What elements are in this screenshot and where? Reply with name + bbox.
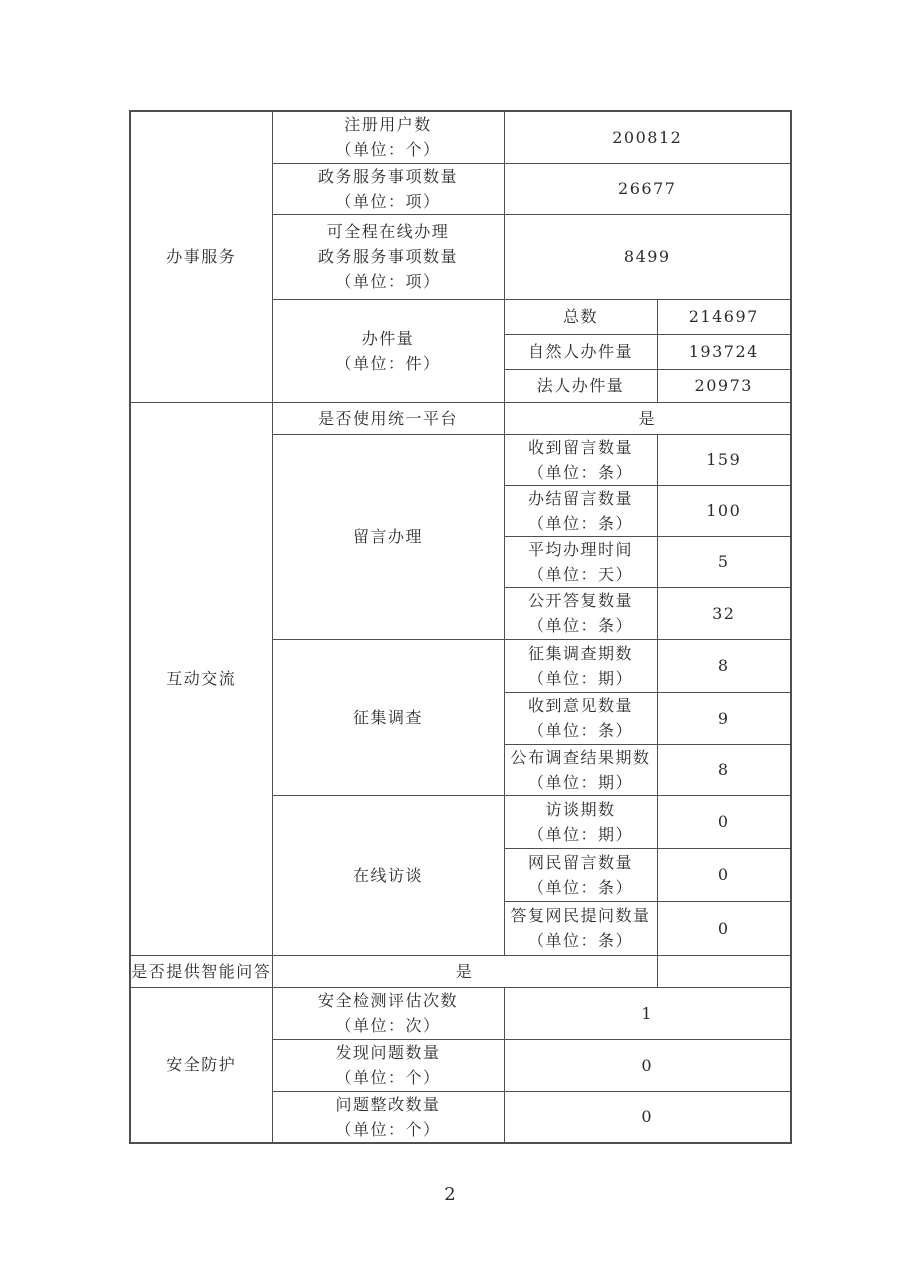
subgroup-unit: （单位：件） bbox=[335, 353, 441, 373]
metric-value-cell: 8499 bbox=[504, 214, 791, 299]
metric-value-cell: 0 bbox=[657, 848, 791, 901]
metric-value-cell: 5 bbox=[657, 536, 791, 587]
metric-label: 收到意见数量 bbox=[527, 696, 633, 715]
metric-value-cell: 0 bbox=[657, 795, 791, 848]
metric-label-cell bbox=[272, 163, 504, 214]
metric-unit: （单位：期） bbox=[527, 668, 633, 688]
metric-unit: （单位：条） bbox=[527, 721, 633, 740]
metric-label-cell bbox=[272, 987, 504, 1039]
metric-label: 访谈期数 bbox=[545, 799, 616, 819]
submetric-label-cell: 法人办件量 bbox=[504, 369, 657, 402]
group-cell-service: 办事服务 bbox=[130, 111, 272, 402]
metric-unit: （单位：条） bbox=[527, 462, 633, 482]
subgroup-label: 办件量 bbox=[361, 328, 415, 348]
metric-value-cell: 20973 bbox=[657, 369, 791, 402]
subgroup-cell-surveys: 征集调查 bbox=[272, 639, 504, 795]
submetric-label-cell bbox=[504, 587, 657, 639]
group-cell-security: 安全防护 bbox=[130, 987, 272, 1143]
metric-value-cell: 214697 bbox=[657, 299, 791, 334]
metric-value-cell: 8 bbox=[657, 639, 791, 692]
metric-unit: （单位：条） bbox=[527, 931, 633, 950]
submetric-label-cell bbox=[504, 795, 657, 848]
metric-label-cell bbox=[272, 214, 504, 299]
subgroup-cell-messages: 留言办理 bbox=[272, 434, 504, 639]
metric-label-cell: 是否提供智能问答 bbox=[130, 955, 272, 987]
subgroup-cell-cases bbox=[272, 299, 504, 402]
metric-value-cell: 8 bbox=[657, 744, 791, 795]
table-row bbox=[130, 955, 791, 987]
submetric-label-cell bbox=[504, 485, 657, 536]
metric-label: 问题整改数量 bbox=[335, 1094, 441, 1114]
metric-label: 平均办理时间 bbox=[527, 539, 633, 559]
metric-label: 公开答复数量 bbox=[527, 591, 633, 610]
metric-value-cell: 是 bbox=[504, 402, 791, 434]
metric-value-cell: 0 bbox=[504, 1091, 791, 1143]
group-cell-interaction: 互动交流 bbox=[130, 402, 272, 955]
metric-label: 发现问题数量 bbox=[335, 1043, 441, 1062]
metric-value-cell: 1 bbox=[504, 987, 791, 1039]
metric-value-cell: 是 bbox=[272, 955, 657, 987]
metric-label: 办结留言数量 bbox=[527, 488, 633, 508]
subgroup-cell-interviews: 在线访谈 bbox=[272, 795, 504, 955]
page-number: 2 bbox=[444, 1184, 456, 1205]
submetric-label-cell bbox=[504, 639, 657, 692]
metric-label: 安全检测评估次数 bbox=[317, 991, 458, 1010]
submetric-label-cell bbox=[504, 536, 657, 587]
metric-label-cell: 是否使用统一平台 bbox=[272, 402, 504, 434]
submetric-label-cell bbox=[504, 744, 657, 795]
metric-unit: （单位：条） bbox=[527, 616, 633, 635]
metric-unit: （单位：个） bbox=[335, 1068, 441, 1087]
metric-label: 收到留言数量 bbox=[527, 437, 633, 457]
metric-label: 注册用户数 bbox=[344, 115, 432, 135]
metric-unit: （单位：条） bbox=[527, 513, 633, 533]
metric-value-cell: 193724 bbox=[657, 334, 791, 369]
metric-unit: （单位：次） bbox=[335, 1016, 441, 1035]
table-row bbox=[130, 987, 791, 1039]
metric-label: 网民留言数量 bbox=[527, 852, 633, 872]
metric-unit: （单位：条） bbox=[527, 877, 633, 897]
annual-report-table bbox=[129, 110, 792, 1144]
metric-value-cell: 0 bbox=[657, 901, 791, 955]
table-row bbox=[130, 402, 791, 434]
metric-unit: （单位：天） bbox=[527, 564, 633, 584]
metric-unit: （单位：期） bbox=[527, 772, 633, 792]
metric-label: 公布调查结果期数 bbox=[510, 747, 651, 767]
metric-value-cell: 26677 bbox=[504, 163, 791, 214]
metric-value-cell: 9 bbox=[657, 692, 791, 744]
metric-label: 可全程在线办理 bbox=[326, 222, 450, 241]
submetric-label-cell bbox=[504, 848, 657, 901]
metric-value-cell: 159 bbox=[657, 434, 791, 485]
metric-unit: （单位：期） bbox=[527, 824, 633, 844]
metric-value-cell: 0 bbox=[504, 1039, 791, 1091]
metric-label: 征集调查期数 bbox=[527, 643, 633, 663]
submetric-label-cell bbox=[504, 434, 657, 485]
submetric-label-cell bbox=[504, 692, 657, 744]
metric-unit: （单位：个） bbox=[335, 1119, 441, 1139]
table-row bbox=[130, 111, 791, 163]
metric-value-cell: 100 bbox=[657, 485, 791, 536]
submetric-label-cell: 总数 bbox=[504, 299, 657, 334]
metric-unit: （单位：个） bbox=[335, 140, 441, 160]
submetric-label-cell: 自然人办件量 bbox=[504, 334, 657, 369]
metric-unit: （单位：项） bbox=[335, 272, 441, 291]
metric-label-cell bbox=[272, 111, 504, 163]
submetric-label-cell bbox=[504, 901, 657, 955]
metric-label-cell bbox=[272, 1039, 504, 1091]
metric-label: 政务服务事项数量 bbox=[317, 247, 458, 266]
metric-label-cell bbox=[272, 1091, 504, 1143]
metric-label: 答复网民提问数量 bbox=[510, 906, 651, 925]
metric-value-cell: 200812 bbox=[504, 111, 791, 163]
metric-unit: （单位：项） bbox=[335, 191, 441, 211]
metric-value-cell: 32 bbox=[657, 587, 791, 639]
metric-label: 政务服务事项数量 bbox=[317, 166, 458, 186]
